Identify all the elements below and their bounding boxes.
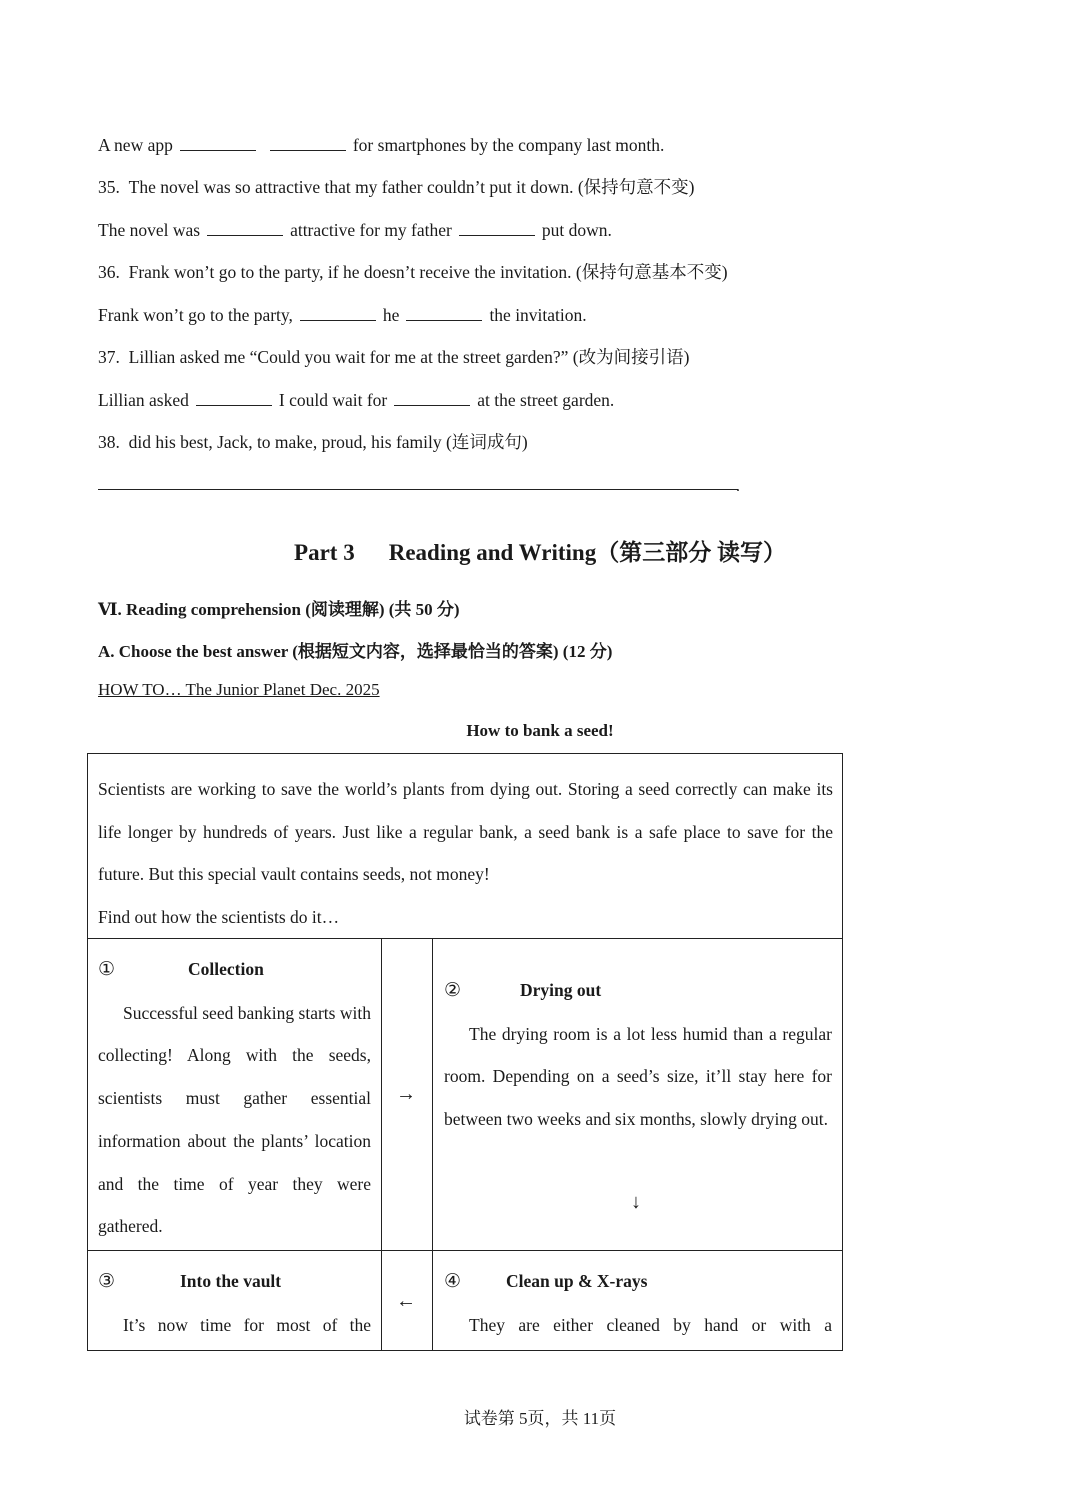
page-footer: 试卷第 5页，共 11页 [463, 1409, 617, 1428]
q34-answer-line [98, 134, 664, 156]
step-number: ④ [444, 1271, 462, 1292]
answer-blank[interactable] [196, 391, 272, 406]
section-vi-heading: Ⅵ. Reading comprehension (阅读理解) (共 50 分) [98, 600, 460, 619]
q38-end-period: . [736, 478, 740, 495]
answer-blank[interactable] [270, 136, 346, 151]
q37-part-3: at the street garden. [477, 390, 615, 410]
q36-part-1: Frank won’t go to the party, [98, 305, 293, 325]
q36-part-3: the invitation. [489, 305, 587, 325]
intro-last-line: Find out how the scientists do it… [98, 906, 340, 927]
q37-question: 37. Lillian asked me “Could you wait for me at the street garden?” (改为间接引语) [98, 347, 690, 367]
q37-part-2: I could wait for [278, 390, 388, 410]
q35-question: 35. The novel was so attractive that my father couldn’t put it down. (保持句意不变) [98, 177, 695, 197]
step-text: The drying room is a lot less humid than a regular room. Depending on a seed’s size, it’ll stay here for between two weeks and six months, slowly drying out. [444, 1023, 832, 1130]
q38-question: 38. did his best, Jack, to make, proud, his family (连词成句) [98, 432, 528, 452]
step-number: ② [444, 980, 462, 1001]
table-divider [432, 938, 433, 1351]
q37-part-1: Lillian asked [98, 390, 189, 410]
step-number: ① [98, 959, 116, 980]
source-link[interactable]: HOW TO… The Junior Planet Dec. 2025 [98, 680, 380, 699]
q35-part-1: The novel was [98, 220, 201, 240]
intro-paragraph: Scientists are working to save the world’s plants from dying out. Storing a seed correctly can make its life longer by hundreds of years. Just like a regular bank, a seed bank is a safe place to save for the future. But this special vault contains seeds, not money! [98, 779, 833, 884]
q36-answer-line [98, 304, 587, 326]
answer-blank[interactable] [394, 391, 470, 406]
q38-answer-blank[interactable] [98, 489, 738, 490]
step-heading: Collection [188, 959, 264, 979]
down-arrow-icon: ↓ [631, 1191, 641, 1213]
section-a-heading: A. Choose the best answer (根据短文内容，选择最恰当的答案) (12 分) [98, 642, 613, 661]
table-divider [381, 938, 382, 1351]
q35-part-2: attractive for my father [290, 220, 452, 240]
q35-answer-line [98, 219, 612, 241]
answer-blank[interactable] [207, 221, 283, 236]
left-arrow-icon: ← [396, 1290, 416, 1312]
step-into-the-vault [98, 1260, 371, 1346]
answer-blank[interactable] [459, 221, 535, 236]
step-collection [98, 948, 371, 1248]
step-number: ③ [98, 1271, 116, 1292]
right-arrow-icon: → [396, 1083, 416, 1105]
step-text: It’s now time for most of the [123, 1314, 371, 1335]
q36-part-2: he [382, 305, 400, 325]
step-heading: Clean up & X-rays [506, 1271, 648, 1291]
answer-blank[interactable] [406, 306, 482, 321]
q37-answer-line [98, 389, 614, 411]
answer-blank[interactable] [180, 136, 256, 151]
step-text: They are either cleaned by hand or with a [469, 1314, 832, 1335]
step-heading: Drying out [520, 980, 602, 1000]
part-label: Part 3 [294, 540, 355, 565]
article-intro [98, 768, 833, 938]
step-text: Successful seed banking starts with collecting! Along with the seeds, scientists must gather essential information about the plants’ location and the time of year they were gathered. [98, 1002, 371, 1237]
q34-text-before: A new app [98, 135, 173, 155]
step-heading: Into the vault [180, 1271, 282, 1291]
step-drying-out [444, 969, 832, 1141]
part-title: Reading and Writing（第三部分 读写） [388, 540, 786, 565]
answer-blank[interactable] [300, 306, 376, 321]
q34-text-after: for smartphones by the company last month. [352, 135, 665, 155]
table-divider [87, 1250, 843, 1251]
q35-part-3: put down. [541, 220, 612, 240]
part-3-heading [0, 534, 1080, 567]
table-divider [87, 938, 843, 939]
q36-question: 36. Frank won’t go to the party, if he doesn’t receive the invitation. (保持句意基本不变) [98, 262, 728, 282]
article-title: How to bank a seed! [466, 721, 614, 740]
step-clean-up-x-rays [444, 1260, 832, 1346]
